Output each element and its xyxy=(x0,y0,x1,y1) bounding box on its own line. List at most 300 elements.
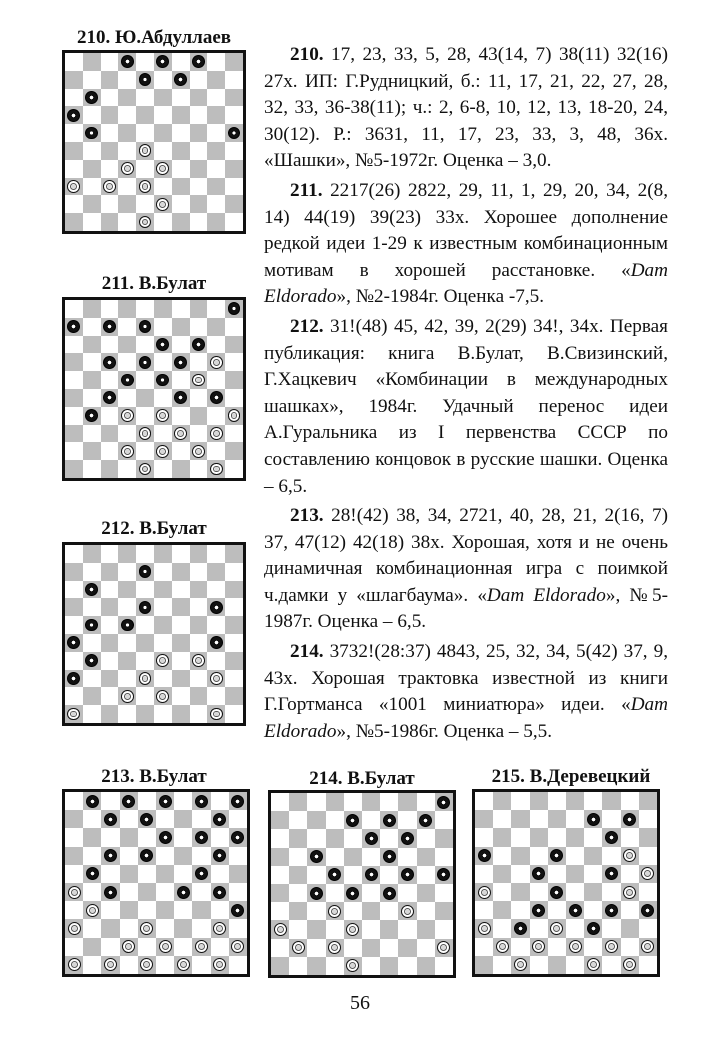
board-square-light xyxy=(154,460,172,478)
diagram-title-213: 213. В.Булат xyxy=(101,766,207,787)
black-piece xyxy=(140,813,153,826)
board-square-1 xyxy=(83,300,101,318)
board-square-8 xyxy=(138,810,156,828)
solution-211 xyxy=(264,178,668,311)
black-piece xyxy=(139,565,152,578)
black-piece xyxy=(139,356,152,369)
board-square-light xyxy=(101,865,119,883)
board-square-light xyxy=(138,865,156,883)
board-square-46 xyxy=(65,213,83,231)
board-square-30 xyxy=(621,883,639,901)
board-square-light xyxy=(475,792,493,810)
board-square-light xyxy=(83,563,101,581)
board-square-light xyxy=(207,545,225,563)
board-square-9 xyxy=(174,810,192,828)
board-square-light xyxy=(211,938,229,956)
black-piece xyxy=(174,356,187,369)
board-square-27 xyxy=(101,883,119,901)
board-square-18 xyxy=(136,353,154,371)
black-piece xyxy=(231,904,244,917)
board-square-light xyxy=(172,124,190,142)
board-square-light xyxy=(417,829,435,847)
board-square-34 xyxy=(190,407,208,425)
board-square-24 xyxy=(190,124,208,142)
board-square-light xyxy=(229,883,247,901)
board-square-29 xyxy=(174,883,192,901)
black-piece xyxy=(383,814,396,827)
board-square-44 xyxy=(190,687,208,705)
board-square-41 xyxy=(83,938,101,956)
board-square-light xyxy=(548,828,566,846)
solution-body: 2217(26) 2822, 29, 11, 1, 29, 20, 34, 2(8, 14) 44(19) 39(23) 33х. Хорошее дополнение редкой идеи 1-29 к известным комбинационным мотивам в хорошей расстановке. « xyxy=(264,179,668,281)
board-square-light xyxy=(225,425,243,443)
board-square-18 xyxy=(548,847,566,865)
board-square-light xyxy=(174,865,192,883)
board-square-light xyxy=(621,828,639,846)
board-square-light xyxy=(530,847,548,865)
board-square-light xyxy=(548,901,566,919)
board-square-light xyxy=(101,616,119,634)
board-square-13 xyxy=(154,89,172,107)
board-square-light xyxy=(566,810,584,828)
board-square-light xyxy=(154,71,172,89)
board-square-10 xyxy=(207,71,225,89)
board-square-39 xyxy=(172,670,190,688)
board-square-14 xyxy=(192,828,210,846)
board-square-light xyxy=(136,687,154,705)
board-210 xyxy=(62,50,246,234)
black-piece xyxy=(67,109,80,122)
white-piece xyxy=(328,941,341,954)
board-square-38 xyxy=(548,919,566,937)
board-square-light xyxy=(326,848,344,866)
board-square-light xyxy=(584,901,602,919)
board-square-light xyxy=(380,866,398,884)
board-square-40 xyxy=(621,919,639,937)
board-square-15 xyxy=(639,828,657,846)
board-square-light xyxy=(190,705,208,723)
board-square-light xyxy=(83,425,101,443)
board-square-light xyxy=(192,883,210,901)
board-square-light xyxy=(584,792,602,810)
black-piece xyxy=(587,813,600,826)
black-piece xyxy=(104,849,117,862)
board-square-46 xyxy=(65,705,83,723)
white-piece xyxy=(122,940,135,953)
black-piece xyxy=(228,127,241,140)
board-square-16 xyxy=(65,847,83,865)
board-square-light xyxy=(83,71,101,89)
board-square-light xyxy=(190,213,208,231)
diagram-title-211: 211. В.Булат xyxy=(101,273,207,294)
board-square-light xyxy=(101,407,119,425)
black-piece xyxy=(156,374,169,387)
board-square-42 xyxy=(530,938,548,956)
board-square-39 xyxy=(172,425,190,443)
board-211 xyxy=(62,297,246,481)
solution-tail: », №5-1987г. Оценка – 6,5. xyxy=(264,584,668,633)
board-square-light xyxy=(207,336,225,354)
board-square-light xyxy=(172,616,190,634)
board-square-light xyxy=(307,793,325,811)
board-square-47 xyxy=(101,956,119,974)
board-square-light xyxy=(211,901,229,919)
white-piece xyxy=(104,958,117,971)
board-square-light xyxy=(172,545,190,563)
white-piece xyxy=(496,940,509,953)
board-square-light xyxy=(344,793,362,811)
board-square-light xyxy=(154,353,172,371)
board-square-light xyxy=(271,829,289,847)
board-square-37 xyxy=(307,920,325,938)
board-square-light xyxy=(190,425,208,443)
board-square-28 xyxy=(548,883,566,901)
board-square-light xyxy=(621,792,639,810)
black-piece xyxy=(104,813,117,826)
board-square-light xyxy=(493,810,511,828)
board-square-light xyxy=(65,53,83,71)
board-square-light xyxy=(190,353,208,371)
board-square-light xyxy=(207,89,225,107)
board-square-50 xyxy=(211,956,229,974)
board-square-27 xyxy=(101,634,119,652)
board-square-16 xyxy=(65,353,83,371)
board-square-14 xyxy=(190,336,208,354)
black-piece xyxy=(310,850,323,863)
black-piece xyxy=(514,922,527,935)
board-square-43 xyxy=(362,939,380,957)
board-square-31 xyxy=(289,902,307,920)
board-square-33 xyxy=(566,901,584,919)
board-square-light xyxy=(225,670,243,688)
solution-number: 212. xyxy=(290,315,324,337)
white-piece xyxy=(139,144,152,157)
board-square-46 xyxy=(65,460,83,478)
board-square-light xyxy=(101,687,119,705)
white-piece xyxy=(292,941,305,954)
board-square-light xyxy=(475,828,493,846)
board-square-37 xyxy=(101,670,119,688)
board-square-5 xyxy=(435,793,453,811)
black-piece xyxy=(85,583,98,596)
board-square-16 xyxy=(65,598,83,616)
board-square-45 xyxy=(225,442,243,460)
black-piece xyxy=(532,904,545,917)
board-square-27 xyxy=(511,883,529,901)
board-square-light xyxy=(530,919,548,937)
board-square-43 xyxy=(154,442,172,460)
white-piece xyxy=(139,672,152,685)
board-square-light xyxy=(138,792,156,810)
board-square-40 xyxy=(417,920,435,938)
board-square-34 xyxy=(190,652,208,670)
board-square-30 xyxy=(417,884,435,902)
board-square-light xyxy=(83,389,101,407)
board-square-light xyxy=(621,901,639,919)
page-number: 56 xyxy=(350,992,370,1014)
board-square-light xyxy=(136,652,154,670)
white-piece xyxy=(68,886,81,899)
board-square-36 xyxy=(65,919,83,937)
board-square-25 xyxy=(225,616,243,634)
board-square-light xyxy=(207,195,225,213)
board-square-light xyxy=(398,848,416,866)
board-square-44 xyxy=(192,938,210,956)
board-square-21 xyxy=(83,371,101,389)
board-square-light xyxy=(435,848,453,866)
board-square-9 xyxy=(172,318,190,336)
board-square-36 xyxy=(271,920,289,938)
board-square-19 xyxy=(174,847,192,865)
board-square-light xyxy=(602,919,620,937)
white-piece xyxy=(140,922,153,935)
board-square-light xyxy=(118,670,136,688)
board-square-23 xyxy=(154,124,172,142)
white-piece xyxy=(192,374,205,387)
board-square-32 xyxy=(326,902,344,920)
white-piece xyxy=(139,463,152,476)
black-piece xyxy=(85,91,98,104)
board-square-5 xyxy=(229,792,247,810)
black-piece xyxy=(140,849,153,862)
white-piece xyxy=(156,162,169,175)
diagram-title-210: 210. Ю.Абдуллаев xyxy=(76,27,232,48)
board-square-25 xyxy=(225,124,243,142)
board-square-light xyxy=(118,425,136,443)
board-square-31 xyxy=(493,901,511,919)
board-square-26 xyxy=(65,883,83,901)
board-square-27 xyxy=(307,884,325,902)
board-square-32 xyxy=(530,901,548,919)
board-square-24 xyxy=(192,865,210,883)
board-square-48 xyxy=(136,460,154,478)
board-square-light xyxy=(289,957,307,975)
board-square-light xyxy=(493,847,511,865)
black-piece xyxy=(103,356,116,369)
board-square-36 xyxy=(475,919,493,937)
board-square-light xyxy=(380,829,398,847)
board-square-34 xyxy=(398,902,416,920)
solution-number: 211. xyxy=(290,179,323,201)
black-piece xyxy=(346,887,359,900)
board-square-light xyxy=(584,865,602,883)
board-square-light xyxy=(190,563,208,581)
board-square-light xyxy=(639,847,657,865)
solution-212 xyxy=(264,314,668,500)
board-square-light xyxy=(207,581,225,599)
black-piece xyxy=(210,636,223,649)
black-piece xyxy=(310,887,323,900)
board-square-39 xyxy=(174,919,192,937)
white-piece xyxy=(68,958,81,971)
board-square-3 xyxy=(156,792,174,810)
board-square-light xyxy=(380,939,398,957)
white-piece xyxy=(587,958,600,971)
white-piece xyxy=(174,427,187,440)
white-piece xyxy=(192,654,205,667)
black-piece xyxy=(159,795,172,808)
board-square-37 xyxy=(101,178,119,196)
board-square-3 xyxy=(566,792,584,810)
board-square-light xyxy=(118,106,136,124)
board-square-40 xyxy=(207,178,225,196)
board-square-27 xyxy=(101,142,119,160)
board-square-light xyxy=(118,705,136,723)
white-piece xyxy=(177,958,190,971)
board-square-light xyxy=(154,178,172,196)
board-square-light xyxy=(190,106,208,124)
black-piece xyxy=(569,904,582,917)
board-square-light xyxy=(190,670,208,688)
board-square-light xyxy=(154,634,172,652)
board-square-light xyxy=(136,442,154,460)
solution-tail: », №2-1984г. Оценка -7,5. xyxy=(336,286,545,308)
board-square-light xyxy=(271,793,289,811)
solution-body: 28!(42) 38, 34, 2721, 40, 28, 21, 2(16, 7) 37, 47(12) 42(18) 38х. Хорошая, хотя и не очень динамичная комбинационная игра с поимкой ч.дамки у «шлагбаума». « xyxy=(264,505,668,606)
board-square-4 xyxy=(190,300,208,318)
black-piece xyxy=(401,868,414,881)
black-piece xyxy=(605,867,618,880)
board-square-10 xyxy=(207,563,225,581)
board-square-light xyxy=(101,545,119,563)
board-square-light xyxy=(548,792,566,810)
board-square-23 xyxy=(362,866,380,884)
board-square-light xyxy=(475,865,493,883)
board-square-light xyxy=(174,938,192,956)
board-square-41 xyxy=(289,939,307,957)
white-piece xyxy=(67,180,80,193)
board-square-11 xyxy=(493,828,511,846)
board-square-31 xyxy=(83,160,101,178)
board-square-4 xyxy=(190,545,208,563)
board-square-light xyxy=(229,847,247,865)
board-square-light xyxy=(225,142,243,160)
solution-number: 213. xyxy=(290,505,324,527)
black-piece xyxy=(213,813,226,826)
board-square-35 xyxy=(225,652,243,670)
board-square-11 xyxy=(83,828,101,846)
board-square-light xyxy=(435,920,453,938)
board-square-light xyxy=(207,53,225,71)
board-square-23 xyxy=(154,616,172,634)
board-square-light xyxy=(136,300,154,318)
board-square-light xyxy=(192,810,210,828)
board-square-2 xyxy=(120,792,138,810)
board-square-32 xyxy=(118,160,136,178)
board-square-light xyxy=(530,956,548,974)
board-square-light xyxy=(289,920,307,938)
board-square-light xyxy=(566,883,584,901)
board-square-light xyxy=(172,195,190,213)
board-square-29 xyxy=(584,883,602,901)
board-square-37 xyxy=(511,919,529,937)
board-square-light xyxy=(172,53,190,71)
board-square-12 xyxy=(530,828,548,846)
board-square-28 xyxy=(138,883,156,901)
black-piece xyxy=(177,886,190,899)
board-square-light xyxy=(511,938,529,956)
board-square-light xyxy=(65,901,83,919)
board-square-light xyxy=(83,810,101,828)
board-square-light xyxy=(154,705,172,723)
board-square-47 xyxy=(511,956,529,974)
board-square-19 xyxy=(584,847,602,865)
board-square-5 xyxy=(225,545,243,563)
board-square-35 xyxy=(435,902,453,920)
board-square-7 xyxy=(511,810,529,828)
board-square-37 xyxy=(101,919,119,937)
board-square-light xyxy=(101,89,119,107)
board-square-41 xyxy=(83,195,101,213)
board-square-10 xyxy=(207,318,225,336)
black-piece xyxy=(85,654,98,667)
board-square-light xyxy=(118,213,136,231)
board-square-14 xyxy=(602,828,620,846)
black-piece xyxy=(328,868,341,881)
board-square-28 xyxy=(136,389,154,407)
board-square-light xyxy=(362,884,380,902)
white-piece xyxy=(159,940,172,953)
board-square-14 xyxy=(190,89,208,107)
board-square-light xyxy=(566,956,584,974)
board-square-1 xyxy=(83,792,101,810)
board-square-light xyxy=(398,811,416,829)
black-piece xyxy=(213,886,226,899)
board-square-light xyxy=(192,956,210,974)
board-square-light xyxy=(101,124,119,142)
solution-number: 210. xyxy=(290,44,324,65)
board-square-48 xyxy=(138,956,156,974)
board-square-light xyxy=(326,957,344,975)
board-square-6 xyxy=(65,318,83,336)
board-square-light xyxy=(207,160,225,178)
board-square-48 xyxy=(136,213,154,231)
board-square-19 xyxy=(172,598,190,616)
board-square-light xyxy=(307,902,325,920)
board-square-light xyxy=(118,142,136,160)
board-square-24 xyxy=(602,865,620,883)
black-piece xyxy=(365,832,378,845)
board-square-light xyxy=(65,687,83,705)
board-square-light xyxy=(118,389,136,407)
board-square-11 xyxy=(83,581,101,599)
board-square-light xyxy=(83,670,101,688)
board-square-light xyxy=(174,828,192,846)
board-square-6 xyxy=(65,71,83,89)
board-square-9 xyxy=(584,810,602,828)
board-square-6 xyxy=(65,810,83,828)
board-square-31 xyxy=(83,901,101,919)
board-square-21 xyxy=(493,865,511,883)
board-square-22 xyxy=(118,616,136,634)
board-square-41 xyxy=(83,442,101,460)
board-square-light xyxy=(172,652,190,670)
black-piece xyxy=(532,867,545,880)
board-square-light xyxy=(118,178,136,196)
board-square-24 xyxy=(190,616,208,634)
board-square-41 xyxy=(83,687,101,705)
board-square-light xyxy=(307,939,325,957)
board-square-light xyxy=(380,902,398,920)
board-square-light xyxy=(344,939,362,957)
board-square-22 xyxy=(120,865,138,883)
black-piece xyxy=(478,849,491,862)
board-square-light xyxy=(602,847,620,865)
board-square-12 xyxy=(118,89,136,107)
white-piece xyxy=(550,922,563,935)
board-square-25 xyxy=(639,865,657,883)
board-square-1 xyxy=(83,545,101,563)
